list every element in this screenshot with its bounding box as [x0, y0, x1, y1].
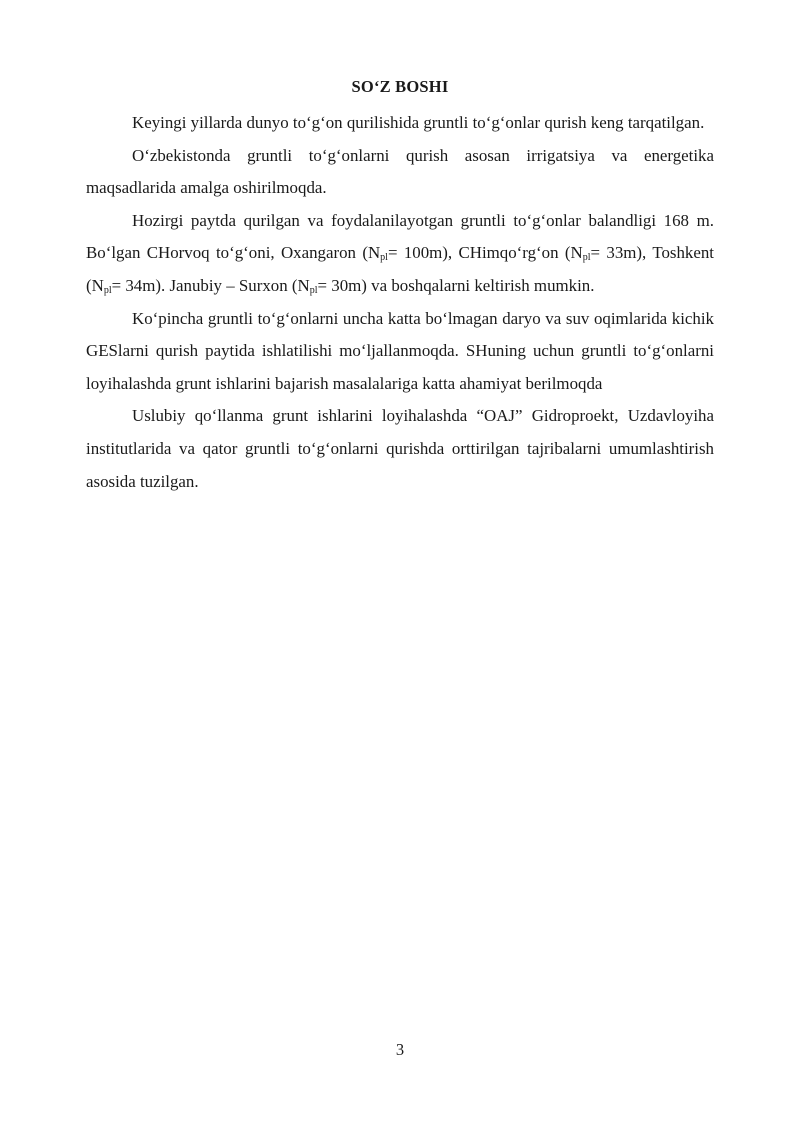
paragraph-5: Uslubiy qo‘llanma grunt ishlarini loyihalashda “OAJ” Gidroproekt, Uzdavloyiha institutlarida va qator gruntli to‘g‘onlarni qurishda orttirilgan tajribalarni umumlashtirish asosida tuzilgan.	[86, 406, 714, 491]
paragraph-1: Keyingi yillarda dunyo to‘g‘on qurilishida gruntli to‘g‘onlar qurish keng tarqatilgan.	[132, 113, 705, 132]
paragraph-3-text-1: Hozirgi paytda qurilgan va foydalanilayotgan gruntli to‘g‘onlar balandligi 168 m. Bo‘lgan CHorvoq to‘g‘oni, Oxangaron (N	[86, 210, 714, 263]
paragraph-2: O‘zbekistonda gruntli to‘g‘onlarni qurish asosan irrigatsiya va energetika maqsadlarida amalga oshirilmoqda.	[86, 145, 714, 198]
paragraph-3	[86, 205, 714, 303]
paragraph-4: Ko‘pincha gruntli to‘g‘onlarni uncha katta bo‘lmagan daryo va suv oqimlarida kichik GESlarni qurish paytida ishlatilishi mo‘ljallanmoqda. SHuning uchun gruntli to‘g‘onlarni loyihalashda grunt ishlarini bajarish masalalariga katta ahamiyat berilmoqda	[86, 308, 714, 393]
subscript-pl-3: pl	[103, 284, 112, 296]
subscript-pl-1: pl	[380, 252, 388, 264]
subscript-pl-2: pl	[582, 252, 591, 264]
paragraph-3-text-4: = 34m). Janubiy – Surxon (N	[111, 275, 310, 295]
paragraph-3-text-3: = 33m), Toshkent (N	[86, 243, 714, 295]
paragraph-3-text-2: = 100m), CHimqo‘rg‘on (N	[387, 243, 583, 263]
body-text	[86, 107, 714, 498]
paragraph-3-text-5: = 30m) va boshqalarni keltirish mumkin.	[317, 275, 595, 295]
page-title: SO‘Z BOSHI	[351, 77, 449, 96]
subscript-pl-4: pl	[309, 284, 318, 296]
page-number: 3	[395, 1040, 405, 1059]
